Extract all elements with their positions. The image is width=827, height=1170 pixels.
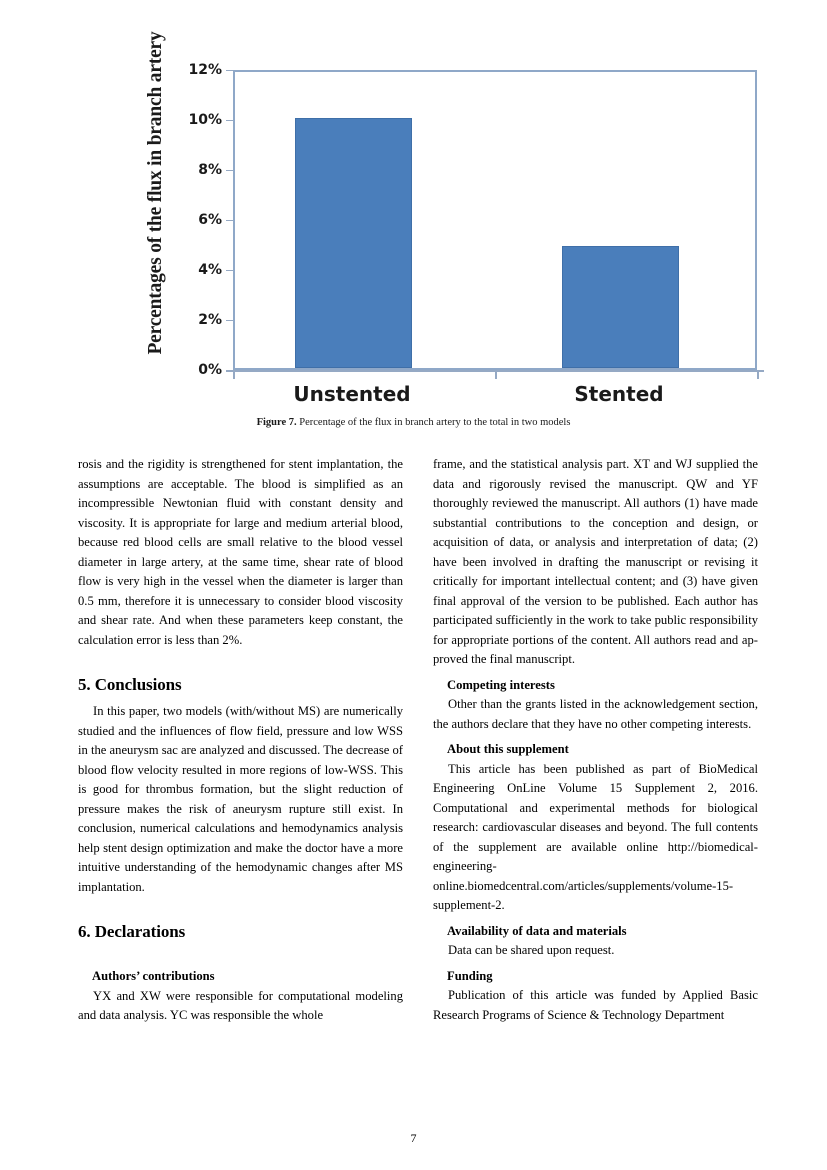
heading-declarations: 6. Declarations <box>78 922 186 941</box>
paragraph-about-this-supplement: This article has been published as part of BioMedical Engineering OnLine Volume 15 Supplement 2, 2016. Computational and experimental methods for biological research: cardiovascular diseases and beyond. The full contents of the supplement are available online http://biomedical-engineering-online.biomedcentral.com/articles/supplements/volume-15-supplement-2. <box>433 761 758 912</box>
figure-7-block <box>78 30 749 428</box>
chart-y-axis-title: Percentages of the flux in branch artery <box>145 31 166 355</box>
subhead-availability-of-data: Availability of data and materials <box>447 923 627 938</box>
y-tick-mark <box>226 320 233 321</box>
figure-caption <box>78 416 749 429</box>
y-tick-mark <box>226 220 233 221</box>
x-category-label-stented: Stented <box>574 382 664 406</box>
y-tick-label: 8% <box>198 162 222 178</box>
paragraph-competing-interests: Other than the grants listed in the acknowledgement section, the authors declare that they have no other competing interests. <box>433 697 758 731</box>
y-tick-label: 2% <box>198 312 222 328</box>
y-tick-label: 4% <box>198 262 222 278</box>
subhead-about-this-supplement: About this supplement <box>447 742 569 756</box>
bar-stented <box>562 246 679 369</box>
figure-caption-text: Percentage of the flux in branch artery to the total in two models <box>296 417 571 428</box>
left-column <box>78 455 403 1026</box>
y-tick-label: 6% <box>198 212 222 228</box>
paragraph-availability-of-data: Data can be shared upon request. <box>448 943 615 957</box>
paragraph-funding: Publication of this article was funded by Applied Basic Research Programs of Science & Technology Department <box>433 988 758 1022</box>
subhead-competing-interests: Competing interests <box>447 677 555 692</box>
heading-conclusions: 5. Conclusions <box>78 675 182 694</box>
subhead-funding: Funding <box>447 968 493 983</box>
subhead-authors-contributions: Authors’ contributions <box>92 969 215 983</box>
right-paragraph-continuation: frame, and the statistical analysis part. XT and WJ supplied the data and rigorously revised the manuscript. QW and YF thoroughly reviewed the manuscript. All authors (1) have made substantial contributions to the conception and design, or acquisition of data, or analysis and interpretation of data; (2) have been involved in drafting the manuscript or revising it critically for important intellectual content; and (3) have given final approval of the version to be published. Each author has participated sufficiently in the work to take public responsibility for appropriate portions of the content. All authors read and approved the final manuscript. <box>433 457 758 666</box>
x-tick-mark <box>495 370 497 379</box>
figure-caption-label: Figure 7. <box>256 417 297 428</box>
right-column <box>433 455 758 1025</box>
y-tick-mark <box>226 270 233 271</box>
y-tick-label: 0% <box>198 362 222 378</box>
paragraph-conclusions: In this paper, two models (with/without MS) are numerically studied and the influences of flow field, pressure and low WSS in the aneurysm sac are analyzed and discussed. The decrease of blood flow velocity resulted in more regions of low-WSS. This is good for thrombus formation, but the slight reduction of pressure makes the risk of aneurysm rupture still exist. In conclusion, numerical calculations and hemodynamics analysis help stent design optimization and make the doctor have a more intuitive understanding of the hemodynamic changes after MS implantation. <box>78 704 403 894</box>
x-tick-mark <box>757 370 759 379</box>
y-tick-label: 12% <box>188 62 222 78</box>
left-paragraph-continuation: rosis and the rigidity is strengthened for stent implantation, the assumptions are acceptable. The blood is simplified as an incompressible Newtonian fluid with constant density and viscosity. It is appropriate for large and medium arterial blood, because red blood cells are small relative to the blood vessel diameter in large artery, at the same time, shear rate of blood flow is very high in the vessel when the diameter is larger than 0.5 mm, therefore it is unnecessary to consider blood viscosity and shear rate. And when these parameters keep constant, the calculation error is less than 2%. <box>78 457 403 647</box>
page-number: 7 <box>410 1131 417 1145</box>
y-tick-mark <box>226 120 233 121</box>
bar-chart <box>78 30 749 410</box>
y-tick-label: 10% <box>188 112 222 128</box>
y-tick-mark <box>226 70 233 71</box>
chart-plot-area <box>233 70 757 370</box>
chart-y-tick-labels <box>176 62 222 400</box>
bar-unstented <box>295 118 412 368</box>
y-tick-mark <box>226 170 233 171</box>
two-column-body <box>78 455 758 1115</box>
paragraph-authors-contributions: YX and XW were responsible for computational modeling and data analysis. YC was responsible the whole <box>78 988 403 1022</box>
x-category-label-unstented: Unstented <box>293 382 411 406</box>
x-tick-mark <box>233 370 235 379</box>
